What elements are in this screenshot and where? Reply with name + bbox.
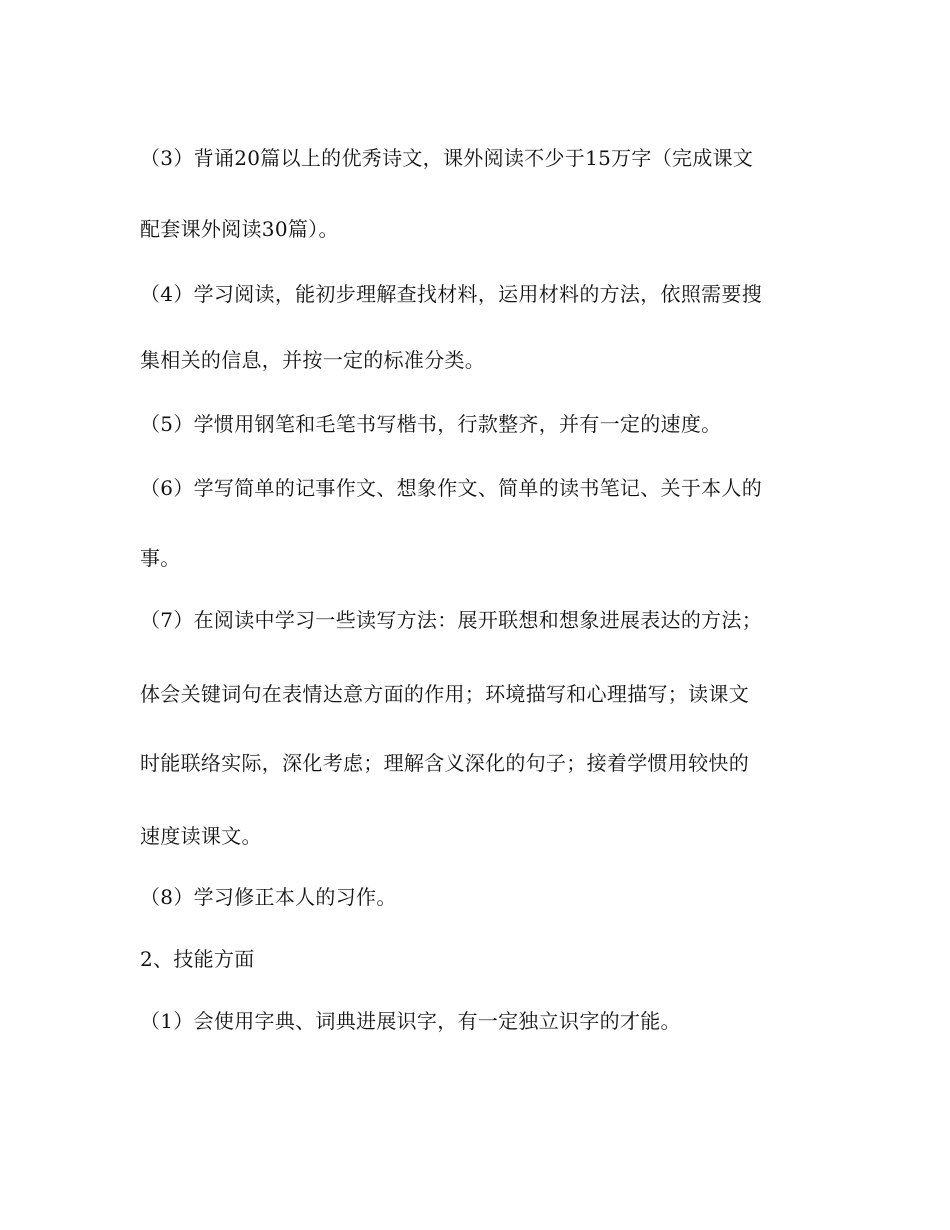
text-line: （5）学惯用钢笔和毛笔书写楷书，行款整齐，并有一定的速度。 xyxy=(140,412,722,436)
text-line: 体会关键词句在表情达意方面的作用；环境描写和心理描写；读课文 xyxy=(140,682,749,706)
text-line: 集相关的信息，并按一定的标准分类。 xyxy=(140,348,486,372)
text-line: （4）学习阅读，能初步理解查找材料，运用材料的方法，依照需要搜 xyxy=(140,282,763,306)
text-line: 时能联络实际，深化考虑；理解含义深化的句子；接着学惯用较快的 xyxy=(140,751,749,775)
text-line: 速度读课文。 xyxy=(140,824,262,848)
text-line: （8）学习修正本人的习作。 xyxy=(140,885,397,909)
text-line: （3）背诵20篇以上的优秀诗文，课外阅读不少于15万字（完成课文 xyxy=(140,146,754,170)
text-line: （6）学写简单的记事作文、想象作文、简单的读书笔记、关于本人的 xyxy=(140,476,763,500)
text-line: （1）会使用字典、词典进展识字，有一定独立识字的才能。 xyxy=(140,1009,681,1033)
section-heading: 2、技能方面 xyxy=(140,947,255,971)
text-line: 配套课外阅读30篇）。 xyxy=(140,217,339,241)
text-line: （7）在阅读中学习一些读写方法：展开联想和想象进展表达的方法； xyxy=(140,608,763,632)
text-line: 事。 xyxy=(140,546,181,570)
